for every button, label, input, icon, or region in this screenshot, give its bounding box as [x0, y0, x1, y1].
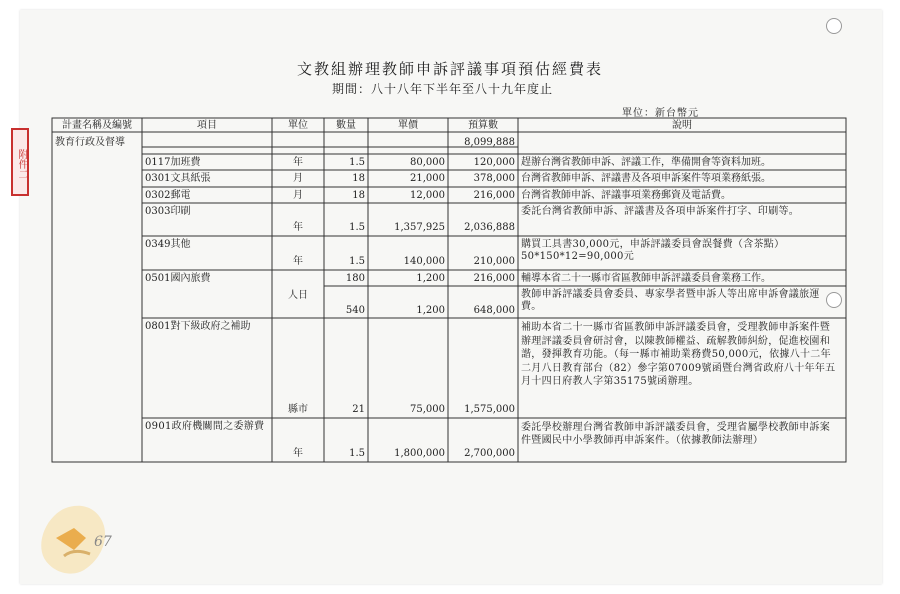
- row-desc: 教師申訴評議委員會委員、專家學者暨申訴人等出席申訴會議旅運費。: [521, 289, 820, 312]
- page-number: 67: [94, 534, 112, 550]
- row-qty: 18: [352, 190, 365, 201]
- row-price: 1,200: [416, 305, 445, 316]
- plan-name: 教育行政及督導: [55, 137, 125, 148]
- header-plan: 計畫名稱及編號: [62, 120, 132, 131]
- total-budget: 8,099,888: [464, 137, 515, 148]
- row-desc: 趕辦台灣省教師申訴、評議工作，準備開會等資料加班。: [521, 157, 771, 168]
- row-unit: 年: [293, 222, 303, 233]
- row-item: 0801對下級政府之補助: [145, 321, 251, 332]
- currency-unit: 單位：新台幣元: [622, 108, 699, 119]
- row-desc: 購買工具書30,000元，申訴評議委員會誤餐費（含茶點）50*150*12=90,000元: [521, 239, 785, 262]
- row-unit: 年: [293, 157, 303, 168]
- row-price: 12,000: [410, 190, 445, 201]
- row-price: 21,000: [410, 173, 445, 184]
- row-price: 80,000: [410, 157, 445, 168]
- row-budget: 1,575,000: [464, 404, 515, 415]
- row-price: 75,000: [410, 404, 445, 415]
- row-price: 140,000: [403, 256, 445, 267]
- row-budget: 216,000: [473, 273, 515, 284]
- header-unit: 單位: [288, 120, 308, 131]
- row-qty: 18: [352, 173, 365, 184]
- row-item: 0302郵電: [145, 190, 191, 201]
- row-budget: 210,000: [473, 256, 515, 267]
- row-item: 0303印刷: [145, 206, 191, 217]
- row-unit: 縣市: [288, 404, 308, 415]
- row-item: 0901政府機關間之委辦費: [145, 421, 265, 432]
- header-price: 單價: [398, 120, 418, 131]
- header-item: 項目: [197, 120, 217, 131]
- row-qty: 21: [352, 404, 365, 415]
- row-price: 1,200: [416, 273, 445, 284]
- row-qty: 1.5: [349, 256, 365, 267]
- row-desc: 補助本省二十一縣市省區教師申訴評議委員會，受理教師申訴案件暨辦理評議委員會研討會，以陳教師權益、疏解教師糾紛，促進校園和諧，發揮教育功能。（每一縣市補助業務費50,000元，依據八十二年二月八日教育部台（82）參字第07009號函暨台灣省政府八十年年五月十四日府教人字第35175號函辦理。: [521, 322, 836, 387]
- row-qty: 180: [345, 273, 365, 284]
- row-budget: 120,000: [473, 157, 515, 168]
- row-qty: 1.5: [349, 448, 365, 459]
- row-budget: 2,036,888: [464, 222, 515, 233]
- row-desc: 委託台灣省教師申訴、評議書及各項申訴案件打字、印刷等。: [521, 206, 800, 217]
- row-price: 1,800,000: [394, 448, 445, 459]
- header-qty: 數量: [336, 120, 356, 131]
- header-desc: 說明: [672, 120, 692, 131]
- row-unit: 年: [293, 448, 303, 459]
- row-unit: 月: [293, 190, 303, 201]
- document-period: 期間：八十八年下半年至八十九年度止: [332, 82, 554, 96]
- row-qty: 1.5: [349, 157, 365, 168]
- header-budget: 預算數: [468, 120, 498, 131]
- row-budget: 378,000: [473, 173, 515, 184]
- row-budget: 2,700,000: [464, 448, 515, 459]
- row-desc: 委託學校辦理台灣省教師申訴評議委員會，受理省屬學校教師申訴案件暨國民中小學教師再申訴案件。（依據教師法辦理）: [521, 422, 830, 446]
- attachment-stamp: 附件二: [11, 128, 29, 196]
- row-desc: 輔導本省二十一縣市省區教師申訴評議委員會業務工作。: [521, 273, 771, 284]
- row-item: 0501國內旅費: [145, 273, 211, 284]
- row-unit: 人日: [288, 290, 308, 301]
- row-unit: 年: [293, 256, 303, 267]
- row-budget: 648,000: [473, 305, 515, 316]
- row-price: 1,357,925: [394, 222, 445, 233]
- row-budget: 216,000: [473, 190, 515, 201]
- row-item: 0301文具紙張: [145, 173, 211, 184]
- row-item: 0349其他: [145, 239, 191, 250]
- row-qty: 540: [345, 305, 365, 316]
- row-desc: 台灣省教師申訴、評議書及各項申訴案件等項業務紙張。: [521, 173, 771, 184]
- row-qty: 1.5: [349, 222, 365, 233]
- row-item: 0117加班費: [145, 157, 201, 168]
- document-title: 文教組辦理教師申訴評議事項預估經費表: [296, 60, 603, 78]
- row-desc: 台灣省教師申訴、評議事項業務郵資及電話費。: [521, 190, 731, 201]
- row-unit: 月: [293, 173, 303, 184]
